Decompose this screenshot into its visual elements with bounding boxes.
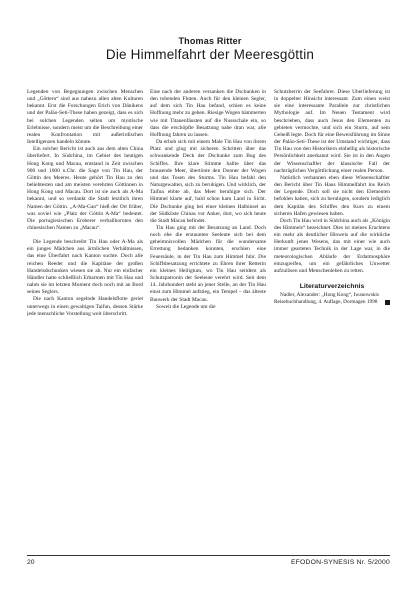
paragraph: Die nach Kanton segelnde Handelsflotte geriet unterwegs in einen gewaltigen Taifun, dessen Stärke jede menschliche Vorstellung weit überschritt. xyxy=(27,296,143,317)
footer-rule xyxy=(27,555,390,556)
paragraph: Doch Tin Hau wird in Südchina auch als „Königin des Himmels“ bezeichnet. Dies ist meines Erachtens ein mehr als deutlicher Hinweis auf die wirkliche Herkunft jenes Wesens, das mit einer wie auch immer gearteten Technik in der Lage war, in die meteorologischen Abläufe der Erdatmosphäre einzugreifen, um ein gefährliches Unwetter aufzulösen und Menschenleben zu retten. xyxy=(274,217,390,274)
text-column-2 xyxy=(150,89,266,521)
paragraph: Eine nach der anderen versanken die Dschunken in den tobenden Fluten. Auch für den kleinen Segler, auf dem sich Tin Hau befand, schien es keine Hoffnung mehr zu geben. Riesige Wogen hämmerten wie mit Titanenfäusten auf die Nussschale ein, so dass die erschöpfte Besatzung nahe dran war, alle Hoffnung fahren zu lassen. xyxy=(150,89,266,138)
paragraph: Soweit die Legende um die xyxy=(156,303,216,310)
literature-entry xyxy=(274,292,390,306)
paragraph: Schutzherrin der Seefahrer. Diese Überlieferung ist in doppelter Hinsicht interessant. Zum einen weist sie eine interessante Parallele zur christlichen Mythologie auf. Im Neuen Testament wird beschrieben, dass auch Jesus den Elementen zu gebieten vermochte, und sich ein Sturm, auf sein Geheiß legte. Doch für eine Beweisführung im Sinne der Paläo-Seti-These ist der Umstand wichtiger, dass Tin Hau von den Historikern einhellig als historische Persönlichkeit anerkannt wird. Sie ist in den Augen der Wissenschaftler der klassische Fall der nachträglichen Vergöttlichung einer realen Person. xyxy=(274,89,390,174)
paragraph: Da erhob sich mit einem Male Tin Hau von ihrem Platz und ging mit sicheren Schritten über das schwankende Deck der Dschunke zum Bug des Schiffes. Ihre klare Stimme hallte über das brausende Meer, übertönte den Donner der Wogen und das Tosen des Sturms. Tin Hau befahl den Naturgewalten, sich zu beruhigen. Und wirklich, der Taifun ebbte ab, das Meer beruhigte sich. Der Himmel klarte auf, bald schon kam Land in Sicht. Die Dschunke ging bei einer kleinen Halbinsel an der Südküste Chinas vor Anker, dort, wo sich heute die Stadt Macau befindet. xyxy=(150,139,266,224)
text-column-3 xyxy=(274,89,390,521)
page-number: 20 xyxy=(27,559,35,566)
paragraph: Natürlich verbannen eben diese Wissenschaftler den Bericht über Tin Haus Himmelfahrt ins Reich der Legende. Doch soll sie nicht den Elementen befohlen haben, sich zu beruhigen, sondern lediglich dem Kapitän des Schiffes den Kurs zu einem sicheren Hafen gewiesen haben. xyxy=(274,174,390,217)
text-column-1 xyxy=(27,89,143,521)
article-title: Die Himmelfahrt der Meeresgöttin xyxy=(105,47,315,62)
paragraph: Ein solcher Bericht ist auch aus dem alten China überliefert. In Südchina, im Gebiet des heutigen Hong Kong und Macau, entstand in Zeit zwischen 900 und 1000 n.Chr. die Sage von Tin Hau, der Göttin des Meeres. Heute gehört Tin Hau zu den beliebtesten und am meisten verehrten Göttinnen in Hong Kong und Macau. Dort ist sie auch als A-Ma bekannt, und so verdankt die Stadt letztlich ihren Namen der Göttin. „A-Ma-Gao“ hieß der Ort früher, was soviel wie „Platz der Göttin A-Ma“ bedeutet. Die portugiesischen Eroberer verballhornten den chinesischen Namen zu „Macau“. xyxy=(27,146,143,231)
literature-heading: Literaturverzeichnis xyxy=(299,283,365,291)
paragraph: Tin Hau ging mit der Besatzung an Land. Doch noch ehe die erstaunten Seeleute sich bei dem geheimnisvollen Mädchen für die wundersame Errettung bedanken konnten, erschien eine Feuersäule, in der Tin Hau zum Himmel fuhr. Die Schiffsbesatzung errichtete zu Ehren ihrer Retterin ein kleines Heiligtum, wo Tin Hau seitdem als Schutzpatronin der Seeleute verehrt wird. Seit dem 14. Jahrhundert steht an jener Stelle, an der Tin Hau einst zum Himmel aufstieg, ein Tempel – das älteste Bauwerk der Stadt Macau. xyxy=(150,224,266,303)
article-author: Thomas Ritter xyxy=(178,36,242,46)
journal-issue: EFODON-SYNESIS Nr. 5/2000 xyxy=(290,559,390,566)
end-of-article-mark xyxy=(385,300,390,305)
paragraph: Legenden von Begegnungen zwischen Menschen und „Göttern“ sind aus nahezu allen alten Kulturen bekannt. Erst die Forschungen Erich von Dänikens und der Paläo-Seti-These haben gezeigt, dass es sich bei solchen Legenden selten um mystische Erlebnisse, sondern meist um die Beschreibung einer realen Konfrontation mit außerirdischen Intelligenzen handeln könnte. xyxy=(27,89,143,146)
paragraph: Die Legende beschreibt Tin Hau oder A-Ma als ein junges Mädchen aus ärmlichen Verhältnissen, das eine Überfahrt nach Kanton suchte. Doch alle reichen Reeder und die Kapitäne der großen Handelsdschunken wiesen sie ab. Nur ein einfacher Händler hatte schließlich Erbarmen mit Tin Hau und nahm sie im letzten Moment doch noch mit an Bord seines Seglers. xyxy=(27,239,143,296)
literature-entry-text: Nadler, Alexander: „Hong Kong“, Iwanowskis Reisebuchhandlung, 4. Auflage, Dormagen 1998 xyxy=(274,292,379,305)
